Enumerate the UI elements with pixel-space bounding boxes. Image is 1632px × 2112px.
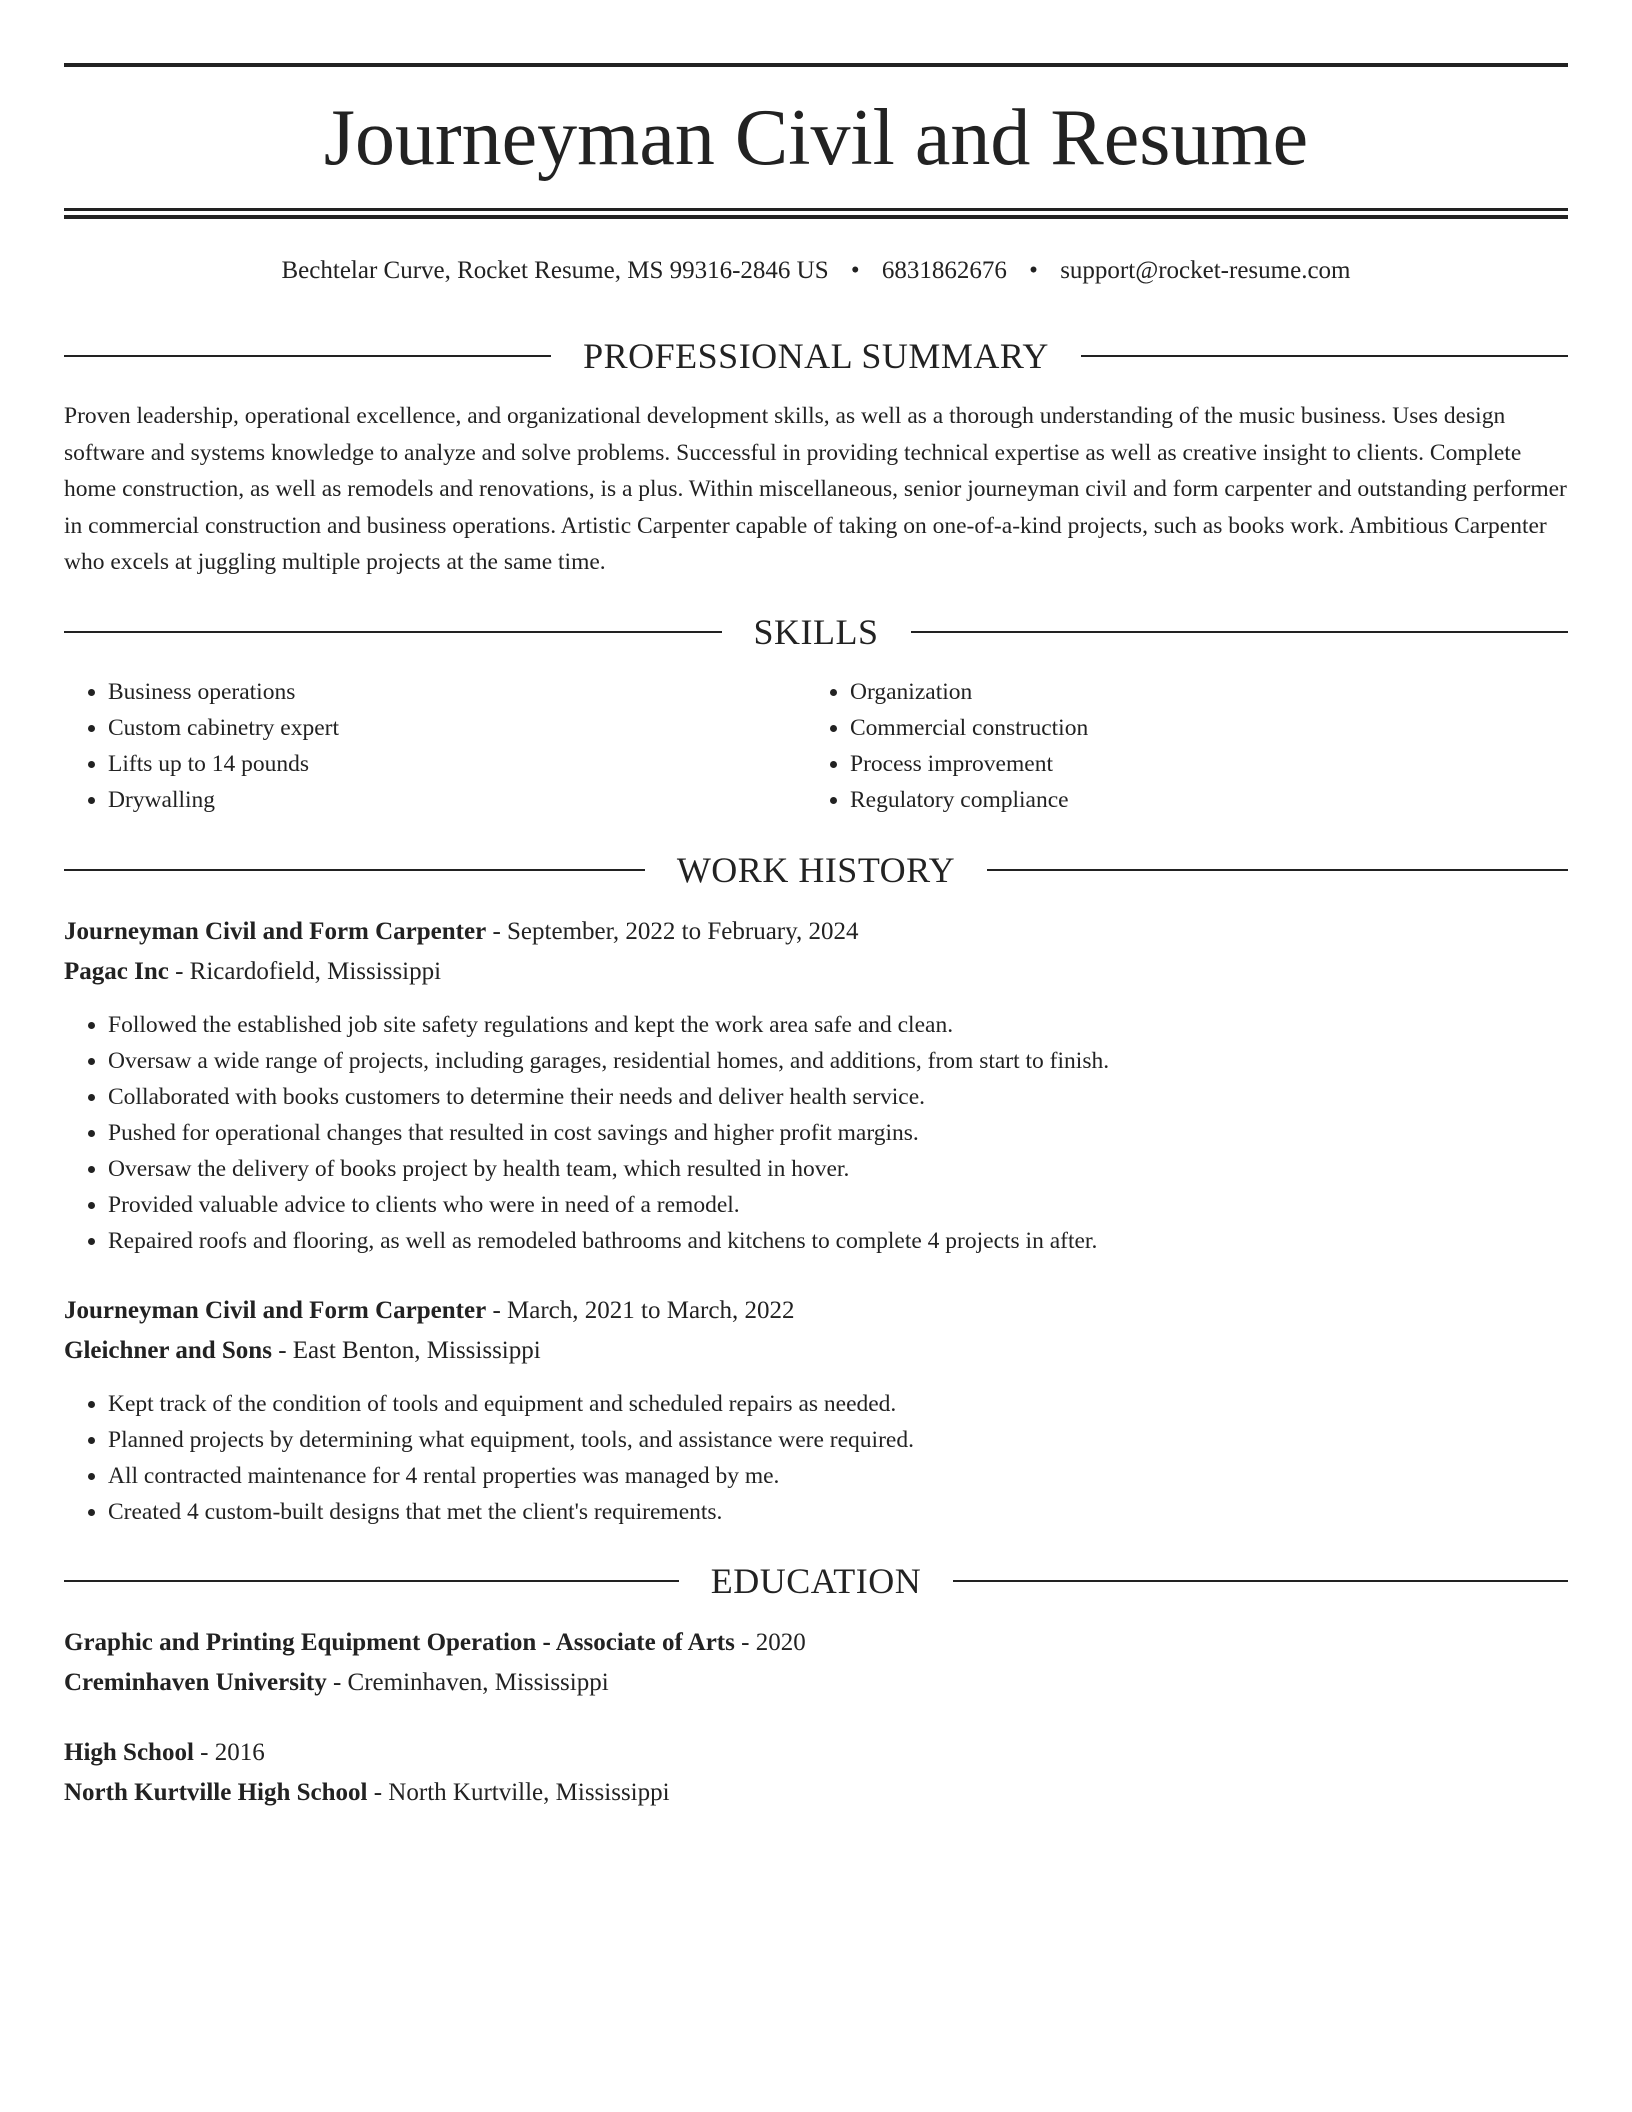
contact-separator: • <box>850 257 860 284</box>
section-rule <box>1081 355 1568 357</box>
job-location: - Ricardofield, Mississippi <box>168 958 442 985</box>
job-company: Gleichner and Sons <box>64 1337 272 1364</box>
education-year: - 2016 <box>193 1739 265 1766</box>
title-rule-lower <box>64 215 1568 219</box>
section-title: EDUCATION <box>710 1561 922 1601</box>
section-rule <box>953 1580 1568 1582</box>
contact-phone: 6831862676 <box>881 257 1007 284</box>
job-bullet: • Oversaw a wide range of projects, including garages, residential homes, and additions, from start to finish. <box>108 1043 1612 1079</box>
resume-title: Journeyman Civil and Resume <box>323 94 1309 182</box>
skills-list <box>64 674 1568 818</box>
section-rule <box>64 355 551 357</box>
section-rule <box>64 869 645 871</box>
education-school: North Kurtville High School <box>64 1779 368 1806</box>
section-title: WORK HISTORY <box>676 850 956 890</box>
job-location: - East Benton, Mississippi <box>271 1337 541 1364</box>
job-company-line <box>64 954 1568 990</box>
section-header-skills <box>64 610 1568 654</box>
education-location: - Creminhaven, Mississippi <box>326 1669 609 1696</box>
job-bullet: • Repaired roofs and flooring, as well as remodeled bathrooms and kitchens to complete 4 projects in after. <box>108 1223 1612 1259</box>
top-rule <box>64 63 1568 67</box>
education-location: - North Kurtville, Mississippi <box>367 1779 670 1806</box>
section-title: PROFESSIONAL SUMMARY <box>583 336 1049 376</box>
skills-column-left <box>64 674 806 818</box>
job-title-line <box>64 914 1568 950</box>
skill-item: • Commercial construction <box>850 710 1548 746</box>
skill-item: • Drywalling <box>108 782 806 818</box>
contact-line <box>64 253 1568 289</box>
section-rule <box>911 631 1569 633</box>
job-bullet: • Collaborated with books customers to determine their needs and deliver health service. <box>108 1079 1612 1115</box>
job-bullets <box>64 1386 1612 1530</box>
skill-item: • Organization <box>850 674 1548 710</box>
education-degree-line <box>64 1735 1568 1771</box>
education-degree-line <box>64 1625 1568 1661</box>
skill-item: • Regulatory compliance <box>850 782 1548 818</box>
section-header-education <box>64 1559 1568 1603</box>
summary-text: Proven leadership, operational excellence, and organizational development skills, as well as a thorough understanding of the music business. Uses design software and systems knowledge to analyze and solve problems. Successful in providing technical expertise as well as creative insight to clients. Complete home construction, as well as remodels and renovations, is a plus. Within miscellaneous, senior journeyman civil and form carpenter and outstanding performer in commercial construction and business operations. Artistic Carpenter capable of taking on one-of-a-kind projects, such as books work. Ambitious Carpenter who excels at juggling multiple projects at the same time. <box>64 403 1567 575</box>
job-bullet: • All contracted maintenance for 4 rental properties was managed by me. <box>108 1458 1612 1494</box>
education-year: - 2020 <box>734 1629 806 1656</box>
job-bullet: • Oversaw the delivery of books project by health team, which resulted in hover. <box>108 1151 1612 1187</box>
job-bullet: • Followed the established job site safety regulations and kept the work area safe and clean. <box>108 1007 1612 1043</box>
job-title: Journeyman Civil and Form Carpenter <box>64 1297 487 1324</box>
job-company-line <box>64 1333 1568 1369</box>
skill-item: • Business operations <box>108 674 806 710</box>
contact-address: Bechtelar Curve, Rocket Resume, MS 99316-2846 US <box>281 257 829 284</box>
education-school-line <box>64 1775 1568 1811</box>
job-company: Pagac Inc <box>64 958 169 985</box>
job-bullets <box>64 1007 1612 1259</box>
section-rule <box>64 631 722 633</box>
section-rule <box>987 869 1568 871</box>
contact-email: support@rocket-resume.com <box>1060 257 1351 284</box>
job-title: Journeyman Civil and Form Carpenter <box>64 918 487 945</box>
skill-item: • Process improvement <box>850 746 1548 782</box>
job-bullet: • Created 4 custom-built designs that met the client's requirements. <box>108 1494 1612 1530</box>
job-dates: - March, 2021 to March, 2022 <box>486 1297 795 1324</box>
education-school-line <box>64 1665 1568 1701</box>
skills-column-right <box>806 674 1548 818</box>
job-dates: - September, 2022 to February, 2024 <box>486 918 859 945</box>
job-bullet: • Kept track of the condition of tools and equipment and scheduled repairs as needed. <box>108 1386 1612 1422</box>
contact-separator: • <box>1029 257 1038 284</box>
section-header-summary <box>64 334 1568 378</box>
skill-item: • Custom cabinetry expert <box>108 710 806 746</box>
job-bullet: • Pushed for operational changes that resulted in cost savings and higher profit margins. <box>108 1115 1612 1151</box>
section-rule <box>64 1580 679 1582</box>
job-title-line <box>64 1293 1568 1329</box>
skill-item: • Lifts up to 14 pounds <box>108 746 806 782</box>
title-rule-upper <box>64 208 1568 211</box>
education-degree: Graphic and Printing Equipment Operation - Associate of Arts <box>64 1629 735 1656</box>
section-header-work <box>64 848 1568 892</box>
job-bullet: • Planned projects by determining what equipment, tools, and assistance were required. <box>108 1422 1612 1458</box>
education-degree: High School <box>64 1739 194 1766</box>
job-bullet: • Provided valuable advice to clients who were in need of a remodel. <box>108 1187 1612 1223</box>
section-title: SKILLS <box>753 612 879 652</box>
education-school: Creminhaven University <box>64 1669 327 1696</box>
